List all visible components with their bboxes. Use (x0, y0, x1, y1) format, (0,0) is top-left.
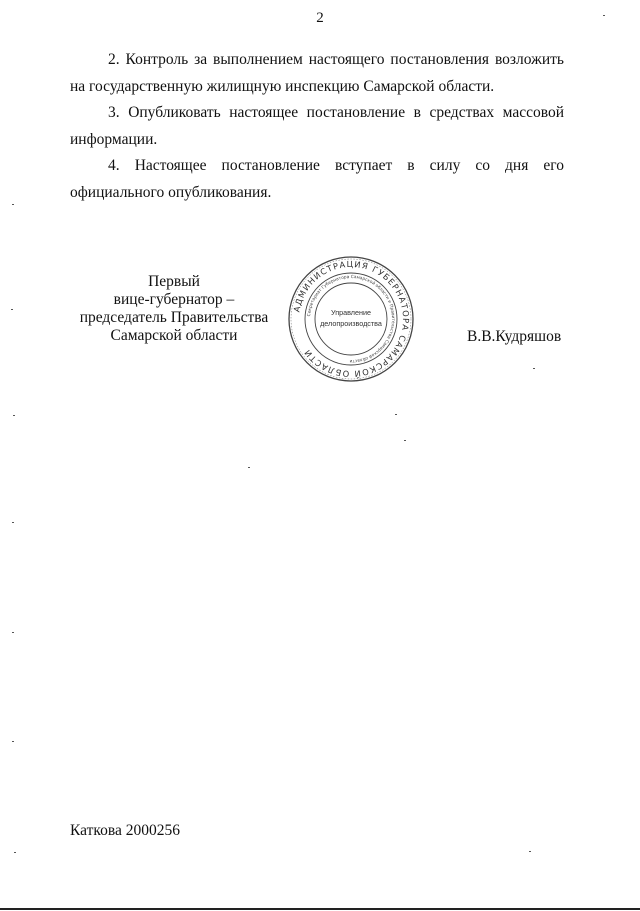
paragraph-number: 3. (108, 104, 120, 121)
paragraph-2 (70, 46, 564, 100)
paragraph-text: Опубликовать настоящее постановление в средствах массовой информации. (70, 104, 564, 148)
seal-inner-text: Секретариат Губернатора Самарской области и Правительства Самарской области (307, 274, 396, 364)
signer-title (44, 273, 304, 345)
paragraph-number: 2. (108, 51, 120, 68)
scan-edge (0, 908, 640, 910)
seal-center-line: делопроизводства (320, 319, 382, 328)
paragraph-number: 4. (108, 157, 120, 174)
signer-title-line: вице-губернатор – (113, 291, 235, 308)
paragraph-text: Контроль за выполнением настоящего постановления возложить на государственную жилищную инспекцию Самарской области. (70, 51, 565, 95)
executor-contact: Каткова 2000256 (70, 822, 180, 839)
signer-title-line: Самарской области (110, 327, 238, 344)
paragraph-3 (70, 99, 564, 153)
seal-outer-text: АДМИНИСТРАЦИЯ ГУБЕРНАТОРА САМАРСКОЙ ОБЛАСТИ (291, 258, 412, 380)
signer-title-line: Первый (148, 273, 200, 290)
paragraph-text: Настоящее постановление вступает в силу со дня его официального опубликования. (70, 157, 565, 201)
official-seal (286, 254, 416, 384)
signer-title-line: председатель Правительства (79, 309, 269, 326)
paragraph-4 (70, 152, 564, 206)
seal-center-line: Управление (331, 308, 371, 317)
signer-name: В.В.Кудряшов (467, 328, 562, 345)
page-number: 2 (316, 10, 324, 26)
